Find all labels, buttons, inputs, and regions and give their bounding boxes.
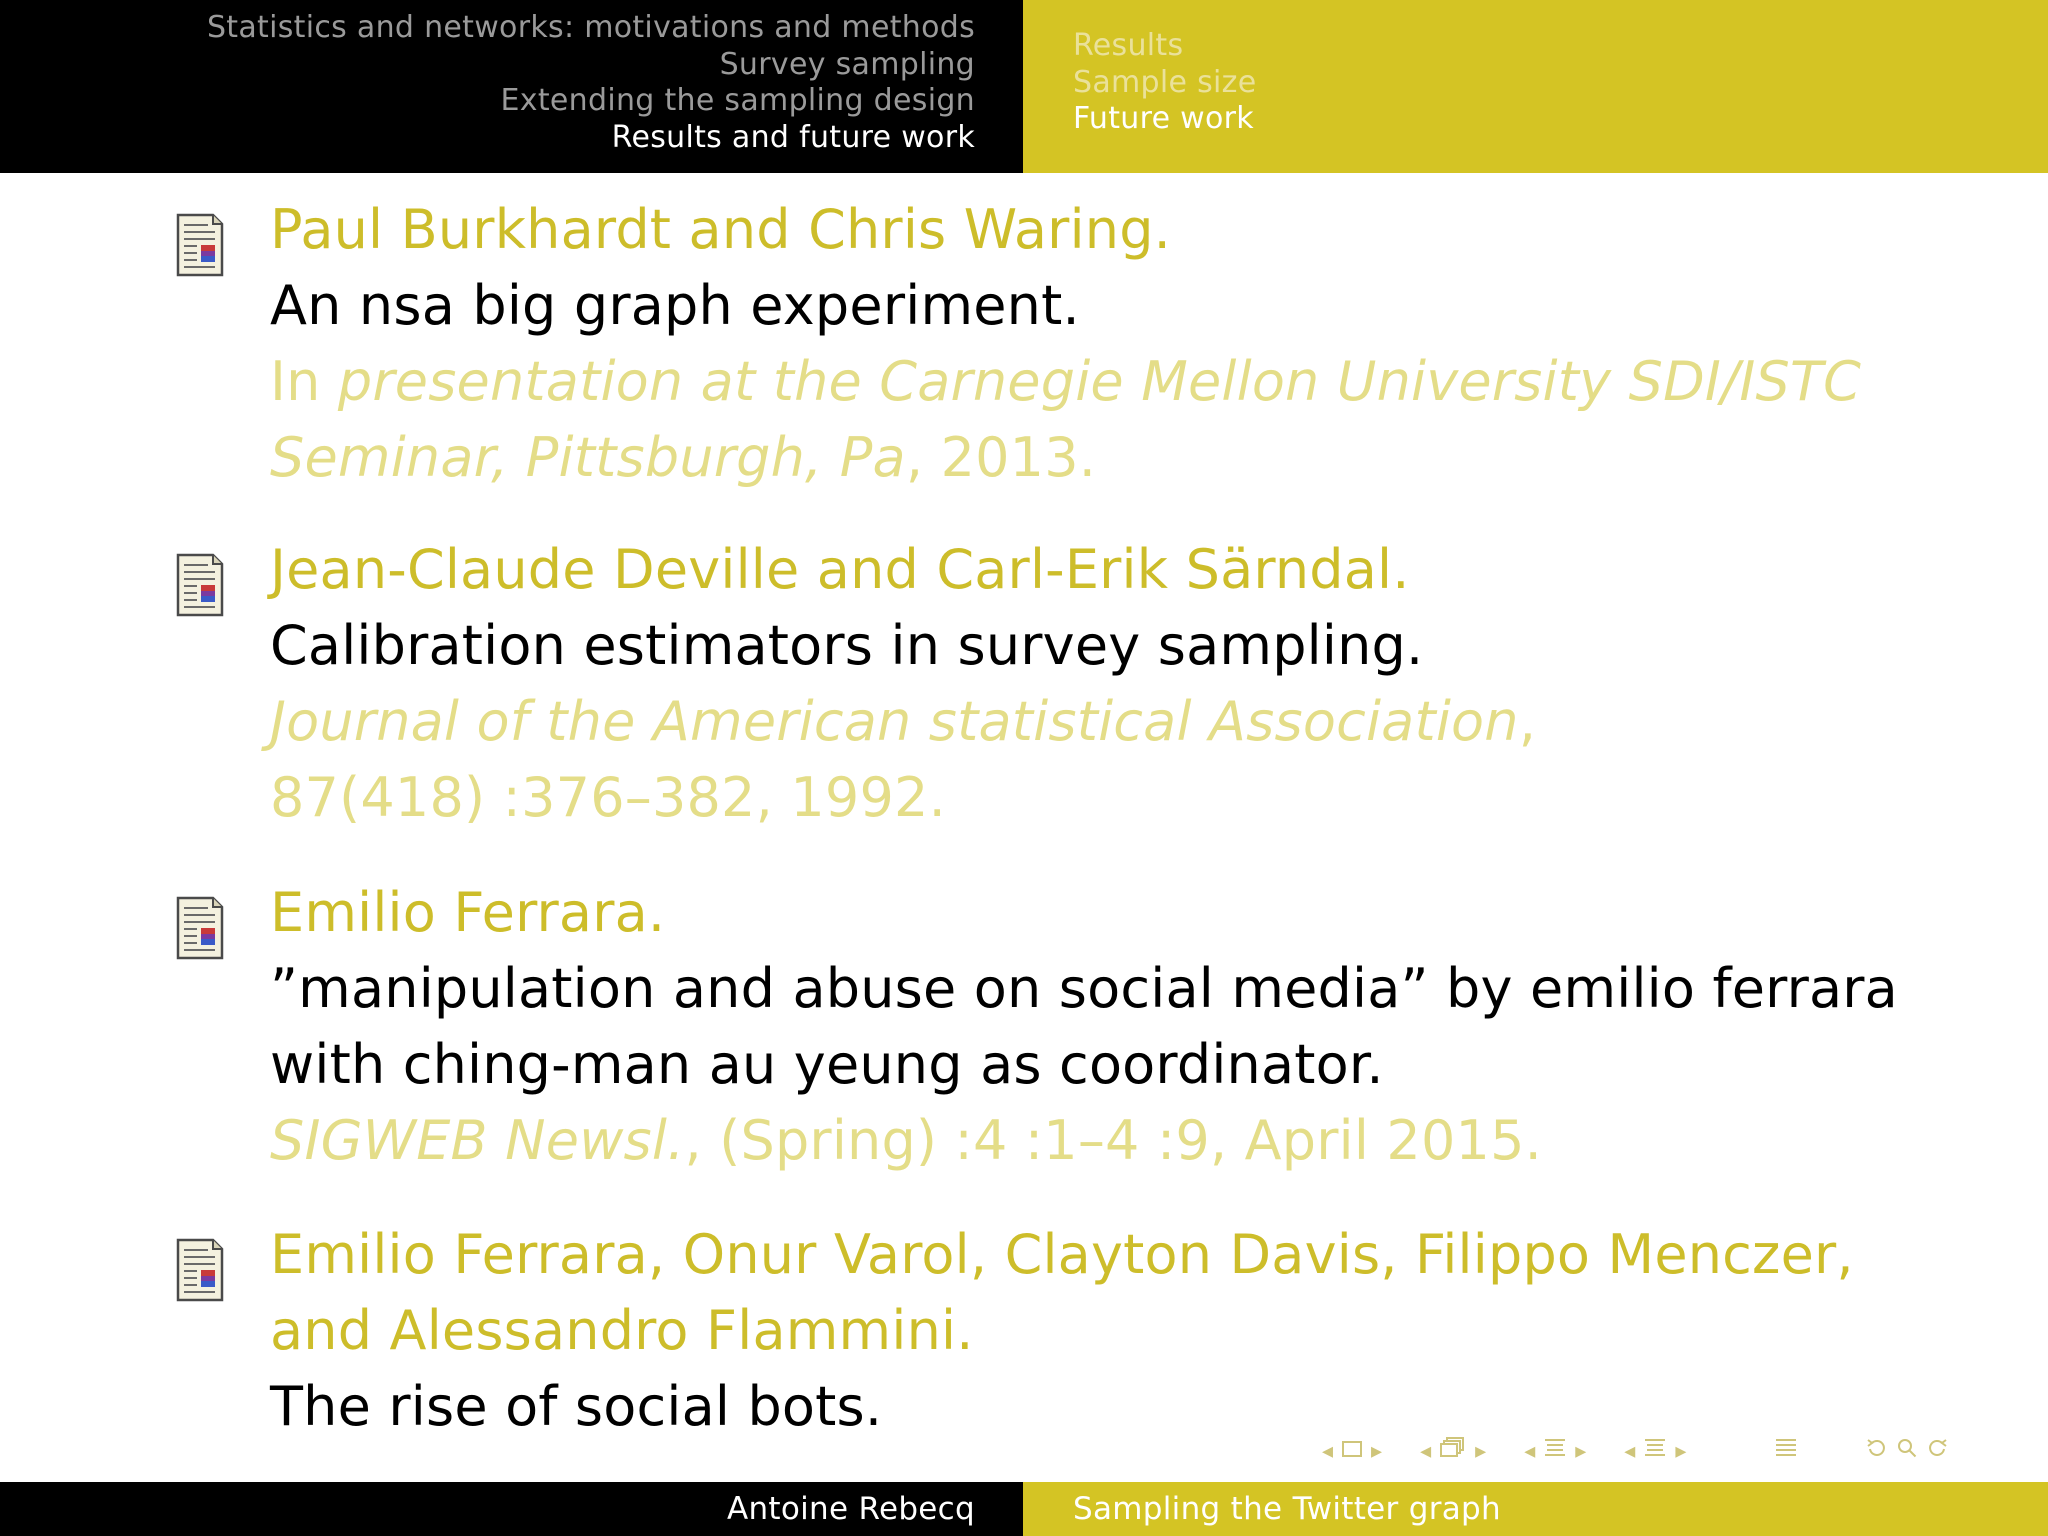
article-icon: [175, 896, 225, 960]
bib-venue-line: [270, 420, 1830, 496]
nav-section-results-current[interactable]: Results and future work: [611, 119, 975, 155]
bib-text-span: , 2013.: [905, 426, 1097, 489]
bib-text: [270, 192, 1862, 496]
bib-venue-line: [270, 684, 1830, 760]
header: [0, 0, 2048, 173]
bib-text-span: 87(418) :376–382, 1992.: [270, 766, 946, 829]
bib-venue-line: [270, 760, 1830, 836]
bib-authors-line: [270, 1217, 1854, 1293]
bib-text-span: Emilio Ferrara, Onur Varol, Clayton Davis, Filippo Menczer,: [270, 1223, 1854, 1286]
subsection-lines-icon[interactable]: [1643, 1436, 1667, 1466]
bib-title-line: [270, 608, 1830, 684]
bib-text: [270, 532, 1830, 836]
nav-subsection-group[interactable]: [1416, 1436, 1490, 1466]
bib-text-span: SIGWEB Newsl.: [270, 1109, 685, 1172]
section-lines-icon[interactable]: [1543, 1436, 1567, 1466]
bib-text-span: Emilio Ferrara.: [270, 881, 666, 944]
arrow-left-icon[interactable]: ◂: [1420, 1438, 1432, 1464]
arrow-right-icon[interactable]: ▸: [1575, 1438, 1587, 1464]
nav-subsection-sample-size[interactable]: Sample size: [1073, 64, 1257, 100]
section-navigation: [0, 0, 1023, 173]
bib-text-span: Jean-Claude Deville and Carl-Erik Särndal.: [270, 538, 1410, 601]
bib-text-span: An nsa big graph experiment.: [270, 274, 1080, 337]
bib-text-span: presentation at the Carnegie Mellon University SDI/ISTC: [337, 350, 1862, 413]
nav-subsection-results[interactable]: Results: [1073, 28, 1184, 63]
arrow-right-icon[interactable]: ▸: [1675, 1438, 1687, 1464]
arrow-right-icon[interactable]: ▸: [1475, 1438, 1487, 1464]
nav-subsection-future-work-current[interactable]: Future work: [1073, 101, 1254, 137]
footer-title: Sampling the Twitter graph: [1023, 1482, 2048, 1536]
nav-appendix-group[interactable]: [1770, 1436, 1802, 1466]
nav-section-group[interactable]: [1520, 1436, 1590, 1466]
footer: [0, 1482, 2048, 1536]
redo-icon[interactable]: [1926, 1437, 1948, 1465]
bib-text: [270, 875, 1898, 1179]
bib-authors-line: [270, 1293, 1830, 1369]
beamer-navigation-symbols: [1318, 1436, 1952, 1466]
bib-venue-line: [270, 344, 1862, 420]
frame-icon[interactable]: [1341, 1439, 1363, 1464]
bib-title-line: [270, 951, 1898, 1027]
arrow-right-icon[interactable]: ▸: [1371, 1438, 1383, 1464]
article-icon: [175, 553, 225, 617]
nav-section-motivations[interactable]: Statistics and networks: motivations and methods: [206, 10, 975, 45]
bib-text: [270, 1217, 1854, 1445]
bib-title-line: [270, 1369, 1830, 1445]
stacked-frames-icon[interactable]: [1439, 1436, 1467, 1466]
article-icon: [175, 213, 225, 277]
bib-text-span: The rise of social bots.: [270, 1375, 883, 1438]
bib-text-span: Calibration estimators in survey sampling.: [270, 614, 1424, 677]
bib-authors-line: [270, 875, 1830, 951]
bib-text-span: ”manipulation and abuse on social media” by emilio ferrara: [270, 957, 1898, 1020]
nav-subsection-lines-group[interactable]: [1620, 1436, 1690, 1466]
bib-authors-line: [270, 532, 1830, 608]
appendix-lines-icon[interactable]: [1774, 1436, 1798, 1466]
footer-author: Antoine Rebecq: [0, 1482, 1023, 1536]
bib-text-span: ,: [1518, 690, 1537, 753]
bib-text-span: Paul Burkhardt and Chris Waring.: [270, 198, 1172, 261]
nav-section-extending-design[interactable]: Extending the sampling design: [500, 83, 975, 119]
search-icon[interactable]: [1896, 1437, 1918, 1465]
nav-frame-group[interactable]: [1318, 1439, 1386, 1464]
article-icon: [175, 1238, 225, 1302]
bib-text-span: In: [270, 350, 338, 413]
nav-section-survey-sampling[interactable]: Survey sampling: [719, 46, 975, 82]
bib-title-line: [270, 268, 1830, 344]
bib-text-span: Seminar, Pittsburgh, Pa: [270, 426, 906, 489]
undo-icon[interactable]: [1866, 1437, 1888, 1465]
nav-search-group[interactable]: [1862, 1437, 1952, 1465]
bib-venue-line: [270, 1103, 1830, 1179]
subsection-navigation: [1023, 0, 2048, 173]
bib-title-line: [270, 1027, 1830, 1103]
bib-authors-line: [270, 192, 1830, 268]
arrow-left-icon[interactable]: ◂: [1624, 1438, 1636, 1464]
bib-text-span: , (Spring) :4 :1–4 :9, April 2015.: [684, 1109, 1543, 1172]
bib-text-span: and Alessandro Flammini.: [270, 1299, 974, 1362]
arrow-left-icon[interactable]: ◂: [1524, 1438, 1536, 1464]
bib-text-span: Journal of the American statistical Association: [270, 690, 1519, 753]
arrow-left-icon[interactable]: ◂: [1322, 1438, 1334, 1464]
bib-text-span: with ching-man au yeung as coordinator.: [270, 1033, 1384, 1096]
